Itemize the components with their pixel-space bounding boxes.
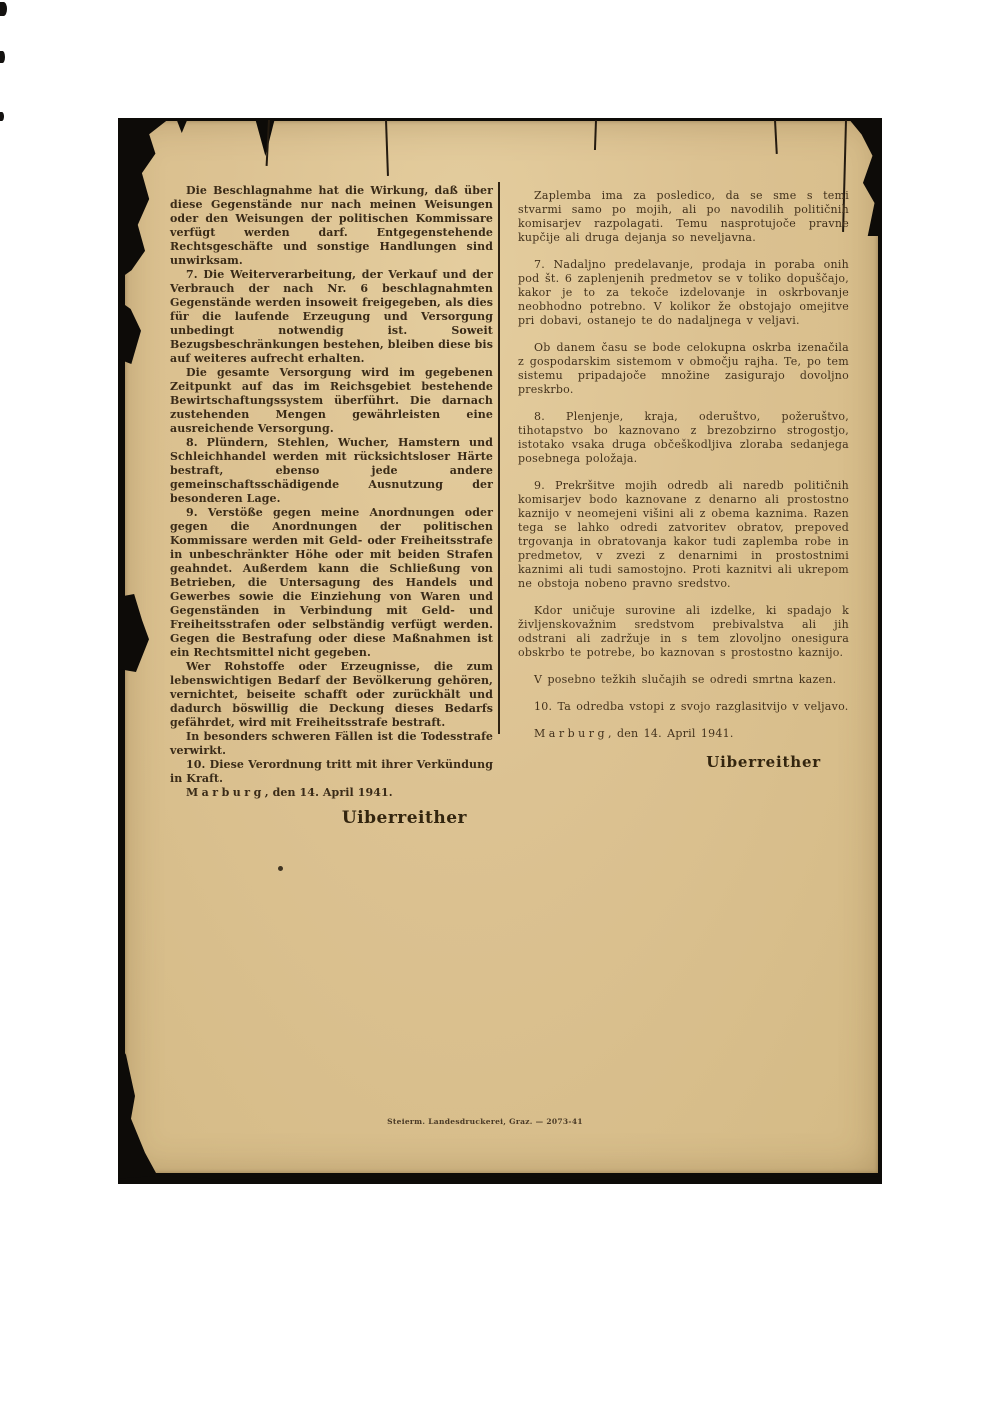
column-divider-rule [498, 182, 500, 734]
scan-margin-speck [0, 112, 4, 121]
paragraph: Die gesamte Versorgung wird im gegebenen Zeitpunkt auf das im Reichsgebiet bestehende Bewirtschaftungssystem überführt. Die darnach zustehenden Mengen gewährleisten eine ausreichende Versorgung. [170, 366, 493, 435]
paragraph: Ob danem času se bode celokupna oskrba izenačila z gospodarskim sistemom v območju rajha. Te, po tem sistemu pripadajoče množine zasigurajo dovoljno preskrbo. [518, 341, 849, 396]
paragraph: 8. Plündern, Stehlen, Wucher, Hamstern und Schleichhandel werden mit rücksichtsloser Härte bestraft, ebenso jede andere gemeinschaftsschädigende Ausnutzung der besonderen Lage. [170, 436, 493, 505]
dateline-date: , den 14. April 1941. [608, 727, 734, 740]
scan-background [118, 118, 882, 1184]
paragraph: 10. Ta odredba vstopi z svojo razglasitvijo v veljavo. [534, 700, 849, 713]
paragraph: In besonders schweren Fällen ist die Todesstrafe verwirkt. [170, 730, 493, 757]
ink-speck [278, 866, 283, 871]
signature: Uiberreither [341, 808, 467, 828]
slovenian-text-column [518, 189, 849, 771]
dateline-date: , den 14. April 1941. [264, 786, 393, 799]
paragraph: 9. Prekršitve mojih odredb ali naredb političnih komisarjev bodo kaznovane z denarno ali prostostno kaznijo v neomejeni višini ali z obema kaznima. Razen tega se lahko odredi zatvoritev obratov, prepoved trgovanja in obratovanja kakor tudi zaplemba robe in predmetov, v zvezi z denarnimi in prostostnimi kaznimi ali tudi samostojno. Proti kaznitvi ali ukrepom ne obstoja nobeno pravno sredstvo. [518, 479, 849, 590]
signature: Uiberreither [706, 753, 821, 771]
paragraph: 7. Die Weiterverarbeitung, der Verkauf und der Verbrauch der nach Nr. 6 beschlagnahmten Gegenstände werden insoweit freigegeben, als dies für die laufende Erzeugung und Versorgung unbedingt notwendig ist. Soweit Bezugsbeschränkungen bestehen, bleiben diese bis auf weiteres aufrecht erhalten. [170, 268, 493, 365]
paragraph: 8. Plenjenje, kraja, oderuštvo, požeruštvo, tihotapstvo bo kaznovano z brezobzirno strogostjo, istotako vsaka druga občeškodljiva zloraba sedanjega posebnega položaja. [518, 410, 849, 465]
paragraph: V posebno težkih slučajih se odredi smrtna kazen. [534, 673, 837, 686]
dateline [518, 727, 849, 741]
paragraph: Die Beschlagnahme hat die Wirkung, daß über diese Gegenstände nur nach meinen Weisungen oder den Weisungen der politischen Kommissare verfügt werden darf. Entgegenstehende Rechtsgeschäfte und sonstige Handlungen sind unwirksam. [170, 184, 493, 267]
paragraph: Zaplemba ima za posledico, da se sme s temi stvarmi samo po mojih, ali po navodilih političnih komisarjev razpolagati. Temu nasprotujoče pravne kupčije ali druga dejanja so neveljavna. [518, 189, 849, 244]
torn-edge-bottom [118, 1172, 882, 1184]
printer-imprint: Steierm. Landesdruckerei, Graz. — 2073-41 [387, 1117, 583, 1126]
paragraph: Wer Rohstoffe oder Erzeugnisse, die zum lebenswichtigen Bedarf der Bevölkerung gehören, vernichtet, beiseite schafft oder zurückhält und dadurch böswillig die Deckung dieses Bedarfs gefährdet, wird mit Freiheitsstrafe bestraft. [170, 660, 493, 729]
paragraph: 9. Verstöße gegen meine Anordnungen oder gegen die Anordnungen der politischen Kommissare werden mit Geld- oder Freiheitsstrafe in unbeschränkter Höhe oder mit beiden Strafen geahndet. Außerdem kann die Schließung von Betrieben, die Untersagung des Handels und Gewerbes sowie die Einziehung von Waren und Gegenständen in Verbindung mit Geld- und Freiheitsstrafen oder selbständig verfügt werden. Gegen die Bestrafung oder diese Maßnahmen ist ein Rechtsmittel nicht gegeben. [170, 506, 493, 659]
dateline-place: Marburg [534, 727, 609, 740]
dateline [170, 786, 493, 800]
paragraph: Kdor uničuje surovine ali izdelke, ki spadajo k življenskovažnim sredstvom prebivalstva ali jih odstrani ali zadržuje in s tem zlovoljno onesigura obskrbo te potrebe, bo kaznovan s prostostno kaznijo. [518, 604, 849, 659]
paragraph: 10. Diese Verordnung tritt mit ihrer Verkündung in Kraft. [170, 758, 493, 785]
scan-margin-speck [0, 2, 7, 16]
paragraph: 7. Nadaljno predelavanje, prodaja in poraba onih pod št. 6 zaplenjenih predmetov se v toliko dopuščajo, kakor je to za tekoče izdelovanje in oskrbovanje neobhodno potrebno. V kolikor že obstojajo omejitve pri dobavi, ostanejo te do nadaljnega v veljavi. [518, 258, 849, 327]
scan-margin-speck [0, 51, 5, 63]
german-text-column [170, 184, 493, 828]
dateline-place: Marburg [186, 786, 265, 799]
